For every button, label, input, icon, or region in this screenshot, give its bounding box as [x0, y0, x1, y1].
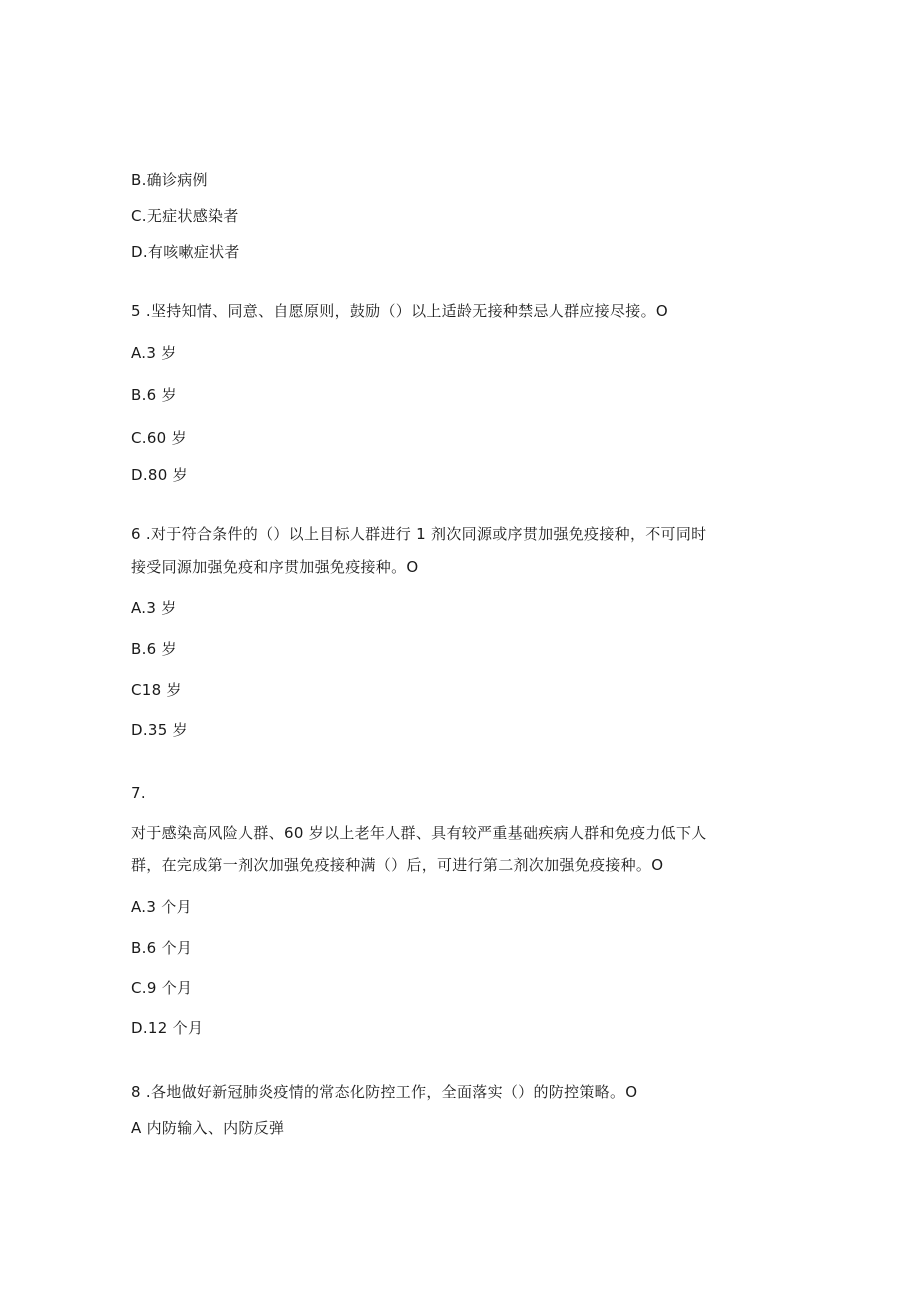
q6-option-c: C18 岁 [131, 681, 182, 699]
q7-option-b: B.6 个月 [131, 939, 193, 957]
q5-option-d: D.80 岁 [131, 466, 188, 484]
q7-stem-line-1: 对于感染高风险人群、60 岁以上老年人群、具有较严重基础疾病人群和免疫力低下人 [131, 824, 707, 842]
q6-option-d: D.35 岁 [131, 721, 188, 739]
q5-option-c: C.60 岁 [131, 429, 187, 447]
q7-stem-line-2: 群，在完成第一剂次加强免疫接种满（）后，可进行第二剂次加强免疫接种。O [131, 856, 664, 874]
q8-option-a: A 内防输入、内防反弹 [131, 1119, 285, 1137]
q8-stem: 8 .各地做好新冠肺炎疫情的常态化防控工作，全面落实（）的防控策略。O [131, 1083, 638, 1101]
q7-option-c: C.9 个月 [131, 979, 193, 997]
q4-option-c: C.无症状感染者 [131, 207, 239, 225]
q7-number: 7. [131, 784, 146, 802]
q5-stem: 5 .坚持知情、同意、自愿原则，鼓励（）以上适龄无接种禁忌人群应接尽接。O [131, 302, 668, 320]
q6-option-b: B.6 岁 [131, 640, 177, 658]
q7-option-a: A.3 个月 [131, 898, 192, 916]
q5-option-b: B.6 岁 [131, 386, 177, 404]
q4-option-d: D.有咳嗽症状者 [131, 243, 240, 261]
q6-stem-line-2: 接受同源加强免疫和序贯加强免疫接种。O [131, 558, 419, 576]
q6-stem-line-1: 6 .对于符合条件的（）以上目标人群进行 1 剂次同源或序贯加强免疫接种，不可同时 [131, 525, 707, 543]
q5-option-a: A.3 岁 [131, 344, 177, 362]
q4-option-b: B.确诊病例 [131, 171, 208, 189]
q7-option-d: D.12 个月 [131, 1019, 204, 1037]
q6-option-a: A.3 岁 [131, 599, 177, 617]
